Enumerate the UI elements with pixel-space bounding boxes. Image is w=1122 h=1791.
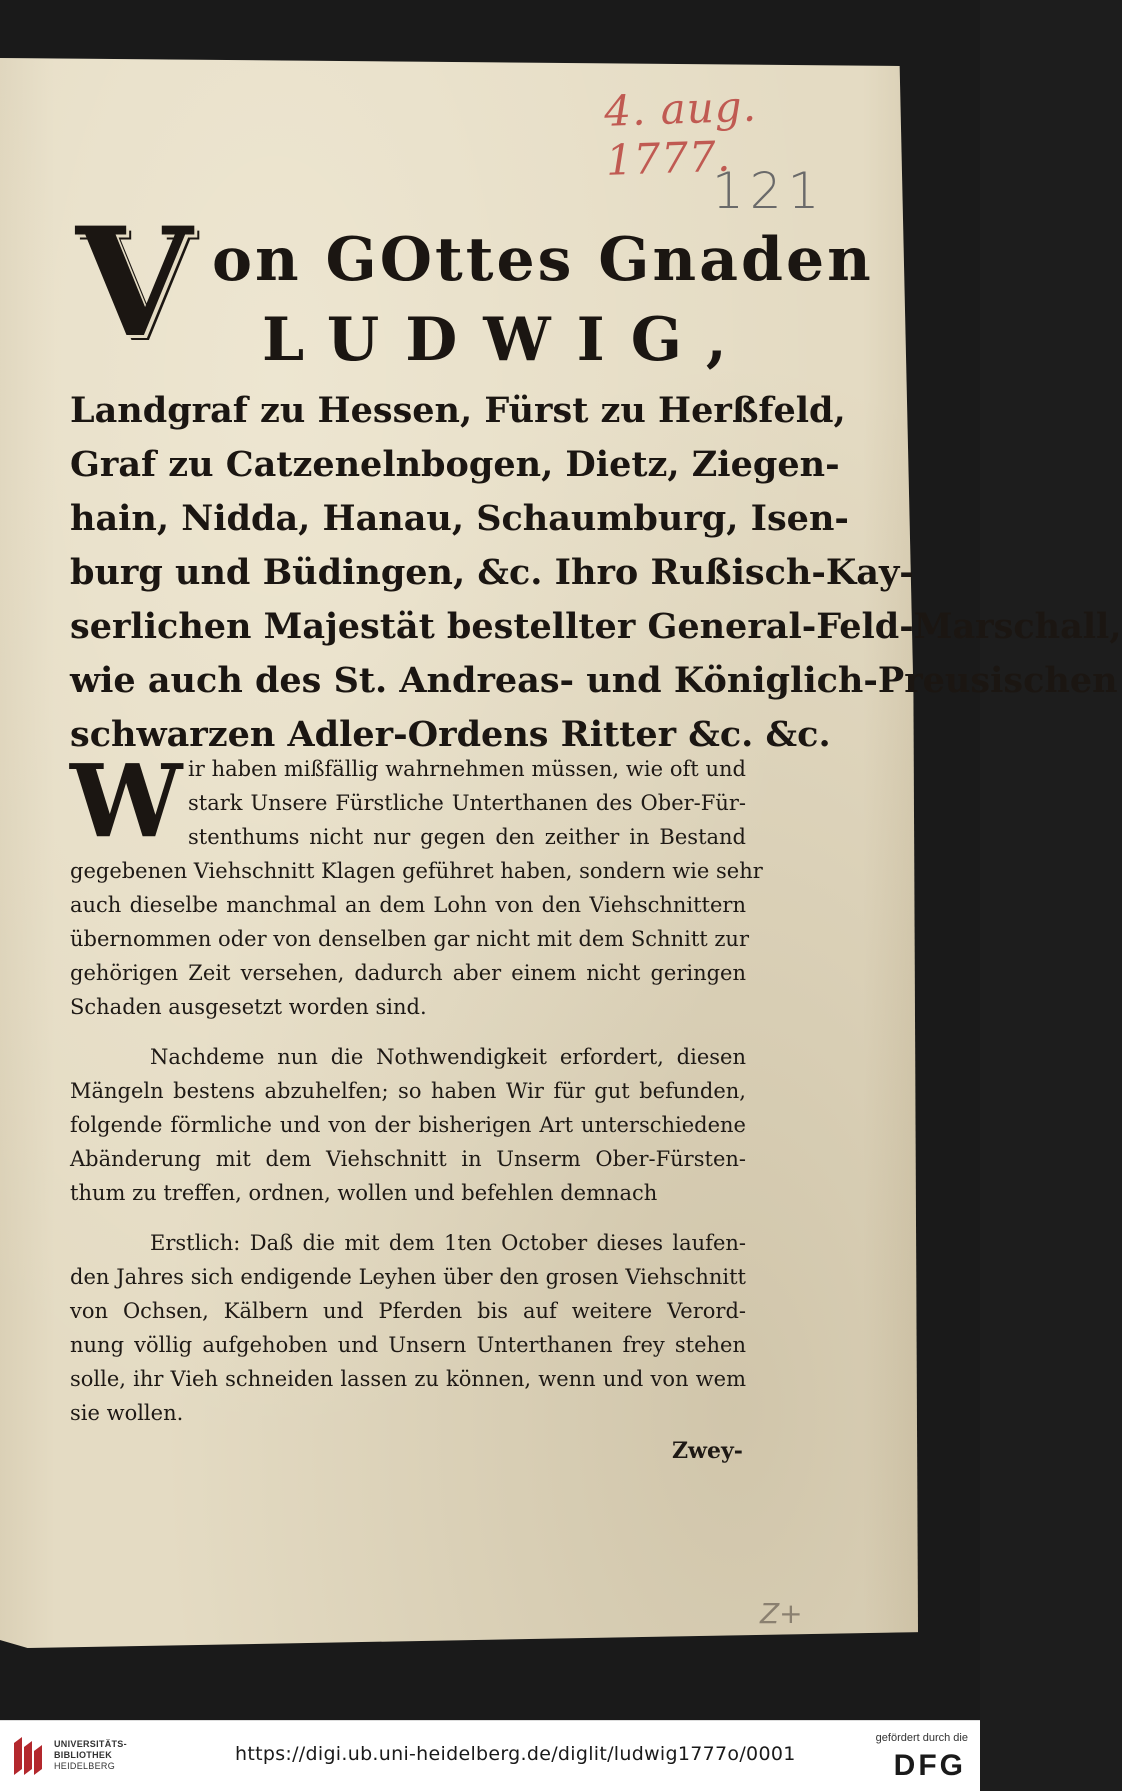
text-line: Mängeln bestens abzuhelfen; so haben Wir für gut befunden,: [70, 1079, 746, 1103]
funding-caption: gefördert durch die: [875, 1732, 968, 1744]
text-line: nung völlig aufgehoben und Unsern Unterthanen frey stehen: [70, 1333, 746, 1357]
title-line: wie auch des St. Andreas- und Königlich-Preusischen: [70, 660, 1118, 701]
paragraph-complaints: [70, 742, 763, 1024]
text-line: Schaden ausgesetzt worden sind.: [70, 995, 427, 1019]
decree-body: [70, 742, 763, 1430]
title-line: schwarzen Adler-Ordens Ritter &c. &c.: [70, 714, 831, 755]
library-name-line: BIBLIOTHEK: [54, 1750, 112, 1760]
title-line: hain, Nidda, Hanau, Schaumburg, Isen-: [70, 498, 849, 539]
handwritten-archive-number: 121: [712, 162, 826, 220]
heading-grace-of-god: on GOttes Gnaden: [212, 225, 874, 295]
library-name: [54, 1739, 144, 1772]
paragraph-necessity: [70, 1040, 746, 1210]
text-line: Erstlich: Daß die mit dem 1ten October dieses laufen-: [150, 1231, 746, 1255]
decorated-initial: V: [75, 195, 193, 371]
text-line: sie wollen.: [70, 1401, 184, 1425]
paragraph-firstly: [70, 1226, 746, 1430]
text-line: auch dieselbe manchmal an dem Lohn von den Viehschnittern: [70, 893, 746, 917]
text-line: stenthums nicht nur gegen den zeither in Bestand: [188, 825, 746, 849]
title-line: serlichen Majestät bestellter General-Feld-Marschall,: [70, 606, 1122, 647]
paragraph-initial: W: [70, 742, 183, 860]
title-line: Landgraf zu Hessen, Fürst zu Herßfeld,: [70, 390, 846, 431]
text-line: übernommen oder von denselben gar nicht mit dem Schnitt zur: [70, 927, 749, 951]
catchword: Zwey-: [672, 1438, 743, 1464]
title-line: burg und Büdingen, &c. Ihro Rußisch-Kay-: [70, 552, 914, 593]
text-line: thum zu treffen, ordnen, wollen und befehlen demnach: [70, 1181, 658, 1205]
text-line: gehörigen Zeit versehen, dadurch aber einem nicht geringen: [70, 961, 746, 985]
text-line: solle, ihr Vieh schneiden lassen zu können, wenn und von wem: [70, 1367, 746, 1391]
text-line: den Jahres sich endigende Leyhen über den grosen Viehschnitt: [70, 1265, 746, 1289]
title-line: Graf zu Catzenelnbogen, Dietz, Ziegen-: [70, 444, 840, 485]
permalink-url[interactable]: https://digi.ub.uni-heidelberg.de/diglit/ludwig1777o/0001: [235, 1743, 796, 1765]
text-line: Abänderung mit dem Viehschnitt in Unserm Ober-Fürsten-: [70, 1147, 746, 1171]
text-line: Nachdeme nun die Nothwendigkeit erfordert, diesen: [150, 1045, 746, 1069]
text-line: von Ochsen, Kälbern und Pferden bis auf weitere Verord-: [70, 1299, 746, 1323]
ruler-titles: [70, 384, 1122, 762]
text-line: stark Unsere Fürstliche Unterthanen des Ober-Für-: [188, 791, 746, 815]
library-logo-icon: [10, 1733, 48, 1779]
text-line: ir haben mißfällig wahrnehmen müssen, wie oft und: [188, 757, 746, 781]
handwritten-mark: Z+: [760, 1597, 803, 1630]
text-line: gegebenen Viehschnitt Klagen geführet haben, sondern wie sehr: [70, 859, 763, 883]
library-name-line: HEIDELBERG: [54, 1761, 116, 1771]
handwritten-date: 4. aug. 1777.: [603, 81, 758, 185]
dfg-logo: DFG: [893, 1749, 966, 1782]
heading-ruler-name: LUDWIG,: [262, 305, 753, 375]
viewer-footer: [0, 1720, 980, 1791]
text-line: folgende förmliche und von der bisherigen Art unterschiedene: [70, 1113, 746, 1137]
library-name-line: UNIVERSITÄTS-: [54, 1739, 127, 1749]
